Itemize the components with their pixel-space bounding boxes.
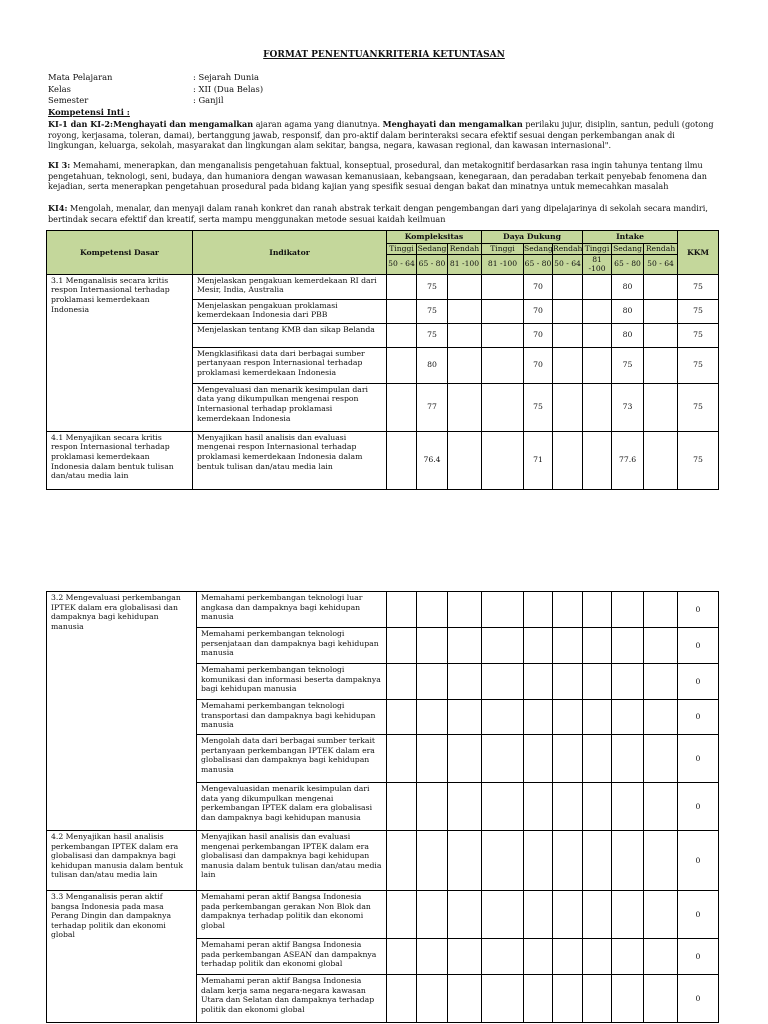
indikator-cell: Memahami perkembangan teknologi luar angkasa dan dampaknya bagi kehidupan manusia [197,592,387,628]
document-meta [48,72,263,118]
header-range: 50 - 64 [387,254,417,274]
header-range: 81 -100 [482,254,524,274]
indikator-cell: Menyajikan hasil analisis dan evaluasi mengenai perkembangan IPTEK dalam era globalisasi dan dampaknya bagi kehidupan manusia dalam bentuk tulisan dan/atau media lain [197,831,387,891]
meta-value: : XII (Dua Belas) [193,83,264,94]
indikator-cell: Menjelaskan tentang KMB dan sikap Belanda [193,323,387,347]
ki4-text: Mengolah, menalar, dan menyaji dalam ranah konkret dan ranah abstrak terkait dengan pengembangan dari yang dipelajarinya di sekolah secara mandiri, bertindak secara efektif dan kreatif, serta mampu menggunakan metode sesuai kaidah keilmuan [48,203,708,224]
kompleksitas-value: 75 [417,299,448,323]
indikator-cell: Menjelaskan pengakuan proklamasi kemerdekaan Indonesia dari PBB [193,299,387,323]
kkm-value: 0 [678,628,719,664]
indikator-cell: Mengevaluasidan menarik kesimpulan dari data yang dikumpulkan mengenai perkembangan IPTEK dalam era globalisasi dan dampaknya bagi kehidupan manusia [197,783,387,831]
intake-value: 80 [612,299,644,323]
kkm-table-1 [46,230,719,490]
daya-dukung-value: 70 [524,347,553,383]
kkm-value: 0 [678,891,719,939]
kkm-value: 75 [678,347,719,383]
indikator-cell: Memahami peran aktif Bangsa Indonesia pada perkembangan gerakan Non Blok dan dampaknya terhadap politik dan ekonomi global [197,891,387,939]
kd-cell: 3.2 Mengevaluasi perkembangan IPTEK dalam era globalisasi dan dampaknya bagi kehidupan manusia [47,592,197,831]
kkm-value: 0 [678,939,719,975]
indikator-cell: Mengklasifikasi data dari berbagai sumber pertanyaan respon Internasional terhadap proklamasi kemerdekaan Indonesia [193,347,387,383]
table-row [47,431,719,489]
header-range: 81 -100 [448,254,482,274]
ki-4-paragraph [48,203,718,224]
header-range: 50 - 64 [553,254,583,274]
table-row [47,831,719,891]
meta-row-subject [48,72,263,84]
header-level: Rendah [644,243,678,254]
kompleksitas-value: 77 [417,383,448,431]
ki12-bold2: Menghayati dan mengamalkan [382,119,523,129]
indikator-cell: Mengolah data dari berbagai sumber terkait pertanyaan perkembangan IPTEK dalam era globalisasi dan dampaknya bagi kehidupan manusia [197,735,387,783]
meta-label: Kelas [48,83,71,94]
ki12-text2: perilaku jujur, disiplin, santun, peduli (gotong royong, kerjasama, toleran, damai), bertanggung jawab, responsif, dan pro-aktif dalam berinteraksi secara efektif sesuai dengan perkembangan anak di lingkungan, keluarga, sekolah, masyarakat dan lingkungan alam sekitar, bangsa, negara, kawasan regional, dan kawasan internasional". [48,119,714,151]
kkm-value: 75 [678,299,719,323]
header-level: Sedang [524,243,553,253]
header-kompetensi-dasar: Kompetensi Dasar [47,231,193,275]
header-range: 65 - 80 [417,254,448,274]
header-daya-dukung: Daya Dukung [482,231,583,244]
kkm-value: 75 [678,383,719,431]
meta-label: Mata Pelajaran [48,72,113,82]
header-level: Sedang [613,243,642,253]
kompleksitas-value: 80 [417,347,448,383]
kkm-value: 75 [678,323,719,347]
indikator-cell: Memahami peran aktif Bangsa Indonesia dalam kerja sama negara-negara kawasan Utara dan Selatan dan dampaknya terhadap politik dan ekonomi global [197,975,387,1023]
kkm-value: 0 [678,592,719,628]
meta-value: : Sejarah Dunia [193,72,259,82]
kkm-value: 0 [678,783,719,831]
ki3-label: KI 3: [48,160,71,170]
header-level: Sedang [417,243,447,253]
intake-value: 75 [612,347,644,383]
indikator-cell: Memahami perkembangan teknologi persenjataan dan dampaknya bagi kehidupan manusia [197,628,387,664]
kkm-value: 0 [678,975,719,1023]
document-title: FORMAT PENENTUANKRITERIA KETUNTASAN [263,50,505,60]
ki3-text: Memahami, menerapkan, dan menganalisis pengetahuan faktual, konseptual, prosedural, dan metakognitif berdasarkan rasa ingin tahunya tentang ilmu pengetahuan, teknologi, seni, budaya, dan humaniora dengan wawasan kemanusiaan, kebangsaan, kenegaraan, dan peradaban terkait penyebab fenomena dan kejadian, serta menerapkan pengetahuan prosedural pada bidang kajian yang spesifik sesuai dengan bakat dan minatnya untuk memecahkan masalah [48,160,707,192]
ki-1-2-paragraph [48,119,718,151]
daya-dukung-value: 70 [524,323,553,347]
indikator-cell: Memahami perkembangan teknologi transportasi dan dampaknya bagi kehidupan manusia [197,700,387,735]
indikator-cell: Menjelaskan pengakuan kemerdekaan RI dari Mesir, India, Australia [193,274,387,299]
indikator-cell: Memahami perkembangan teknologi komunikasi dan informasi beserta dampaknya bagi kehidupan manusia [197,664,387,700]
meta-value: : Ganjil [193,95,224,105]
kkm-value: 75 [678,431,719,489]
daya-dukung-value: 70 [524,299,553,323]
kkm-value: 0 [678,700,719,735]
header-level: Tinggi [482,243,524,254]
header-indikator: Indikator [193,231,387,275]
header-kkm: KKM [678,231,719,275]
kd-cell: 3.1 Menganalisis secara kritis respon Internasional terhadap proklamasi kemerdekaan Indonesia [47,274,193,431]
header-range: 65 - 80 [612,254,644,274]
header-range: 65 - 80 [524,254,553,274]
kd-cell: 3.3 Menganalisis peran aktif bangsa Indonesia pada masa Perang Dingin dan dampaknya terhadap politik dan ekonomi global [47,891,197,1023]
kkm-value: 0 [678,831,719,891]
header-range: 50 - 64 [644,254,678,274]
header-level: Rendah [553,243,583,253]
intake-value: 80 [612,274,644,299]
table-row [47,891,719,939]
intake-value: 73 [612,383,644,431]
kkm-value: 75 [678,274,719,299]
kd-cell: 4.1 Menyajikan secara kritis respon Internasional terhadap proklamasi kemerdekaan Indonesia dalam bentuk tulisan dan/atau media lain [47,431,193,489]
header-level: Tinggi [583,243,612,254]
daya-dukung-value: 70 [524,274,553,299]
kkm-table-2 [46,591,719,1023]
meta-label: Semester [48,95,89,105]
table-row [47,592,719,628]
ki-heading: Kompetensi Inti : [48,106,130,117]
ki12-label: KI-1 dan KI-2: [48,119,114,129]
meta-row-class [48,84,263,96]
kompleksitas-value: 76.4 [417,431,448,489]
header-intake: Intake [583,231,678,244]
meta-row-semester [48,95,263,107]
header-range: 81 -100 [583,254,612,274]
header-level: Rendah [448,243,482,254]
header-kompleksitas: Kompleksitas [387,231,482,244]
kompleksitas-value: 75 [417,323,448,347]
ki4-label: KI4: [48,203,68,213]
kd-cell: 4.2 Menyajikan hasil analisis perkembangan IPTEK dalam era globalisasi dan dampaknya bagi kehidupan manusia dalam bentuk tulisan dan/atau media lain [47,831,197,891]
daya-dukung-value: 71 [524,431,553,489]
indikator-cell: Memahami peran aktif Bangsa Indonesia pada perkembangan ASEAN dan dampaknya terhadap politik dan ekonomi global [197,939,387,975]
table-row [47,274,719,299]
kkm-value: 0 [678,735,719,783]
daya-dukung-value: 75 [524,383,553,431]
kkm-value: 0 [678,664,719,700]
ki12-text1: ajaran agama yang dianutnya. [253,119,383,129]
intake-value: 77.6 [612,431,644,489]
ki-3-paragraph [48,160,718,192]
kompleksitas-value: 75 [417,274,448,299]
indikator-cell: Mengevaluasi dan menarik kesimpulan dari data yang dikumpulkan mengenai respon Internasional terhadap proklamasi kemerdekaan Indonesia [193,383,387,431]
ki12-bold1: Menghayati dan mengamalkan [113,119,254,129]
indikator-cell: Menyajikan hasil analisis dan evaluasi mengenai respon Internasional terhadap proklamasi kemerdekaan Indonesia dalam bentuk tulisan dan/atau media lain [193,431,387,489]
header-level: Tinggi [387,243,417,254]
intake-value: 80 [612,323,644,347]
